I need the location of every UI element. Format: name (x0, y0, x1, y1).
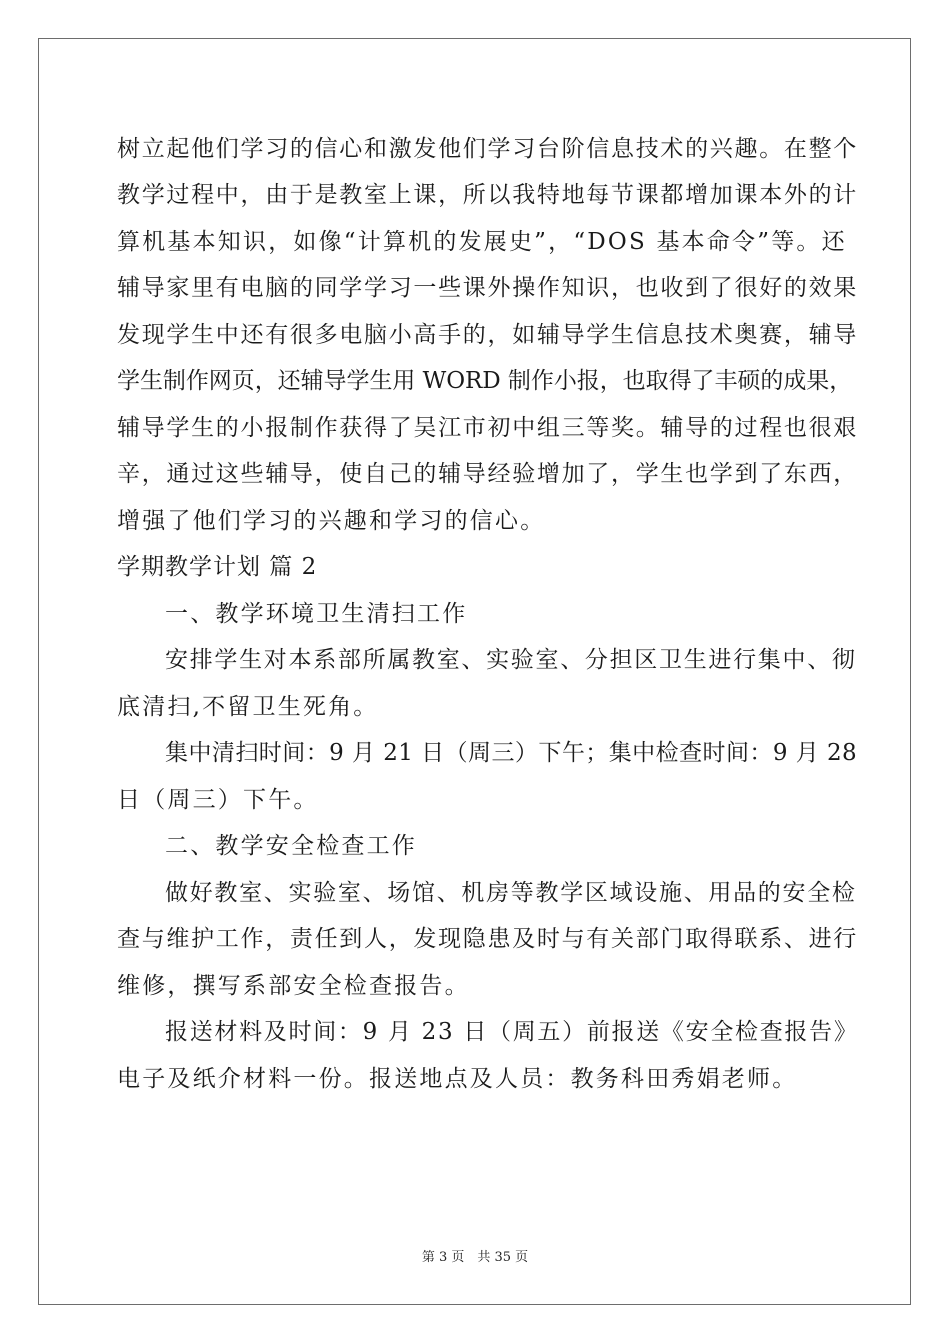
page-number: 第 3 页 共 35 页 (421, 1250, 529, 1265)
body-line-11: 底清扫,不留卫生死角。 (117, 694, 379, 720)
body-line-18: 电子及纸介材料一份。报送地点及人员：教务科田秀娟老师。 (117, 1066, 798, 1092)
body-line-17: 报送材料及时间：9 月 23 日（周五）前报送《安全检查报告》 (165, 1019, 859, 1045)
body-line-4: 辅导家里有电脑的同学学习一些课外操作知识，也收到了很好的效果 (117, 275, 858, 301)
body-line-7: 辅导学生的小报制作获得了吴江市初中组三等奖。辅导的过程也很艰 (117, 415, 858, 441)
section-heading: 学期教学计划 篇 2 (117, 554, 318, 580)
body-line-6: 学生制作网页，还辅导学生用 WORD 制作小报，也取得了丰硕的成果， (117, 368, 853, 394)
subheading-1: 一、教学环境卫生清扫工作 (165, 601, 468, 627)
body-line-2: 教学过程中，由于是教室上课，所以我特地每节课都增加课本外的计 (117, 182, 858, 208)
body-line-8: 辛，通过这些辅导，使自己的辅导经验增加了，学生也学到了东西， (117, 461, 858, 487)
body-line-14: 做好教室、实验室、场馆、机房等教学区域设施、用品的安全检 (165, 880, 857, 906)
body-line-12: 集中清扫时间：9 月 21 日（周三）下午；集中检查时间：9 月 28 (165, 740, 858, 766)
body-line-10: 安排学生对本系部所属教室、实验室、分担区卫生进行集中、彻 (165, 647, 857, 673)
body-line-15: 查与维护工作，责任到人，发现隐患及时与有关部门取得联系、进行 (117, 926, 858, 952)
body-line-1: 树立起他们学习的信心和激发他们学习台阶信息技术的兴趣。在整个 (117, 136, 858, 162)
subheading-2: 二、教学安全检查工作 (165, 833, 417, 859)
body-line-5: 发现学生中还有很多电脑小高手的，如辅导学生信息技术奥赛，辅导 (117, 322, 858, 348)
body-line-9: 增强了他们学习的兴趣和学习的信心。 (117, 508, 546, 534)
body-line-16: 维修，撰写系部安全检查报告。 (117, 973, 470, 999)
body-line-13: 日（周三）下午。 (117, 787, 319, 813)
body-line-3: 算机基本知识，如像“计算机的发展史”，“DOS 基本命令”等。还 (117, 229, 847, 255)
